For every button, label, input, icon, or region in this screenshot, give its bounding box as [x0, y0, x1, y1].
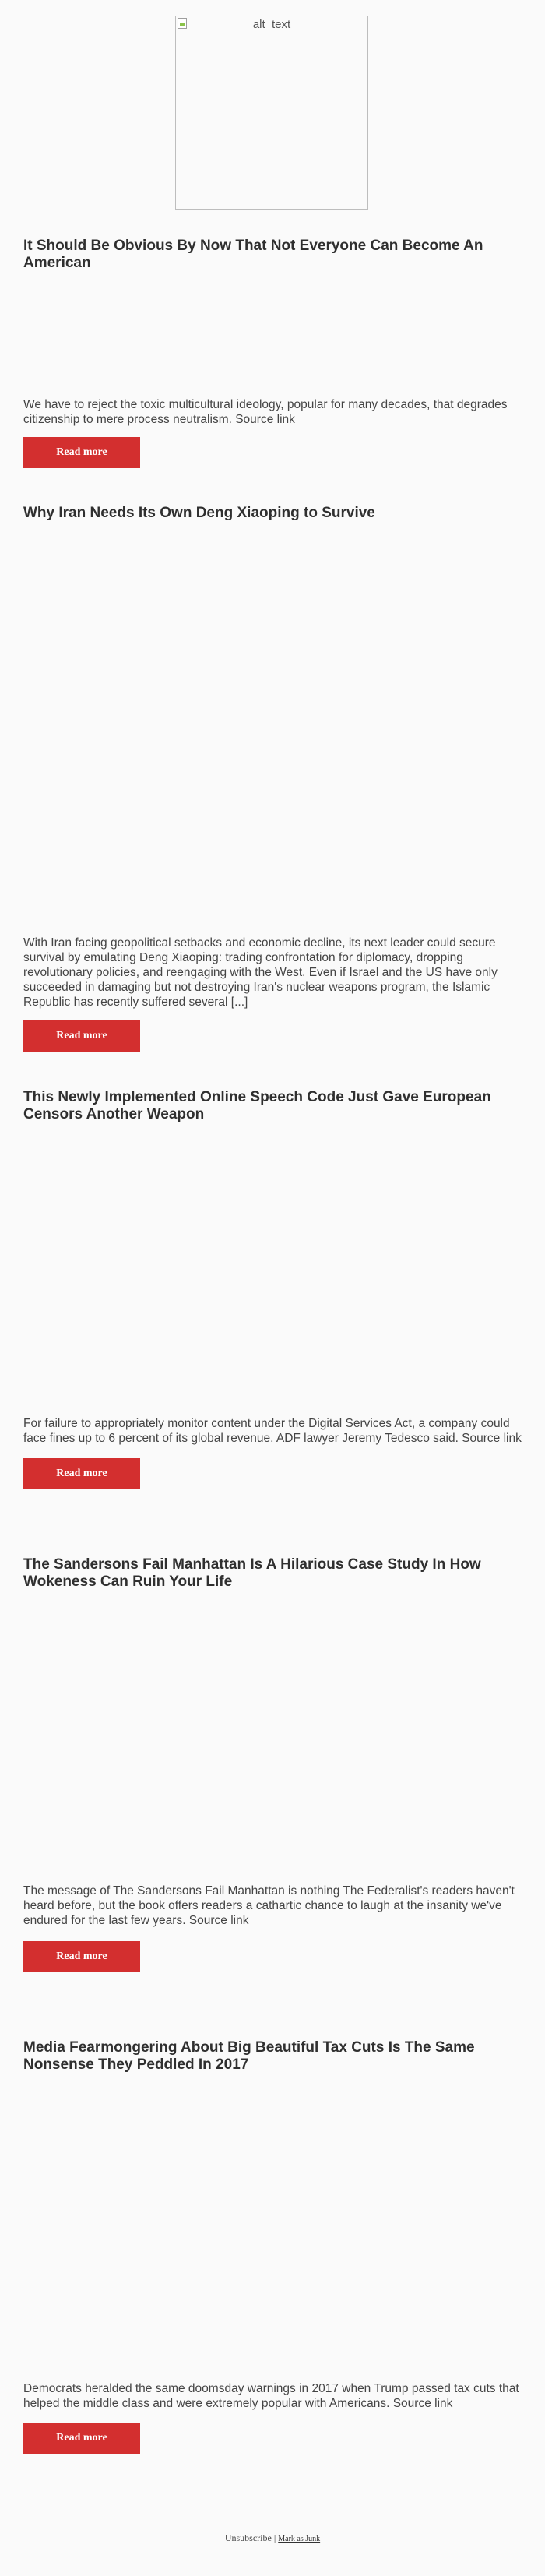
article-card: [23, 1089, 522, 1479]
article-summary: The message of The Sandersons Fail Manhattan is nothing The Federalist's readers haven't heard before, but the book offers readers a cathartic chance to laugh at the insanity we've endured for the last few years. Source link: [23, 1884, 515, 1927]
unsubscribe-link[interactable]: Unsubscribe: [224, 2532, 272, 2543]
footer: [0, 2532, 545, 2544]
header-logo-image: [175, 16, 368, 210]
article-summary: For failure to appropriately monitor content under the Digital Services Act, a company could face fines up to 6 percent of its global revenue, ADF lawyer Jeremy Tedesco said. Source link: [23, 1417, 522, 1445]
article-title[interactable]: Media Fearmongering About Big Beautiful Tax Cuts Is The Same Nonsense They Peddled In 2017: [23, 2039, 475, 2073]
read-more-button[interactable]: Read more: [23, 2423, 140, 2454]
read-more-button[interactable]: Read more: [23, 1020, 140, 1052]
article-title[interactable]: It Should Be Obvious By Now That Not Everyone Can Become An American: [23, 238, 483, 271]
read-more-button[interactable]: Read more: [23, 1458, 140, 1489]
footer-separator: |: [271, 2532, 279, 2543]
read-more-button[interactable]: Read more: [23, 1941, 140, 1972]
article-card: [23, 2039, 522, 2444]
article-title[interactable]: The Sandersons Fail Manhattan Is A Hilarious Case Study In How Wokeness Can Ruin Your Life: [23, 1556, 481, 1590]
article-card: [23, 1556, 522, 1962]
read-more-button[interactable]: Read more: [23, 437, 140, 468]
article-title[interactable]: This Newly Implemented Online Speech Code Just Gave European Censors Another Weapon: [23, 1089, 491, 1122]
article-summary: We have to reject the toxic multicultural ideology, popular for many decades, that degrades citizenship to mere process neutralism. Source link: [23, 398, 508, 426]
mark-as-junk-link[interactable]: Mark as Junk: [278, 2535, 321, 2543]
article-card: [23, 505, 522, 1041]
article-summary: With Iran facing geopolitical setbacks and economic decline, its next leader could secure survival by emulating Deng Xiaoping: trading confrontation for diplomacy, dropping revolutionary policies, and reengaging with the West. Even if Israel and the US have only succeeded in damaging but not destroying Iran's nuclear weapons program, the Islamic Republic has recently suffered several [...]: [23, 936, 498, 1009]
article-title[interactable]: Why Iran Needs Its Own Deng Xiaoping to Survive: [23, 505, 375, 521]
article-card: [23, 238, 522, 458]
article-summary: Democrats heralded the same doomsday warnings in 2017 when Trump passed tax cuts that helped the middle class and were extremely popular with Americans. Source link: [23, 2382, 519, 2410]
logo-alt-text: alt_text: [252, 18, 291, 31]
